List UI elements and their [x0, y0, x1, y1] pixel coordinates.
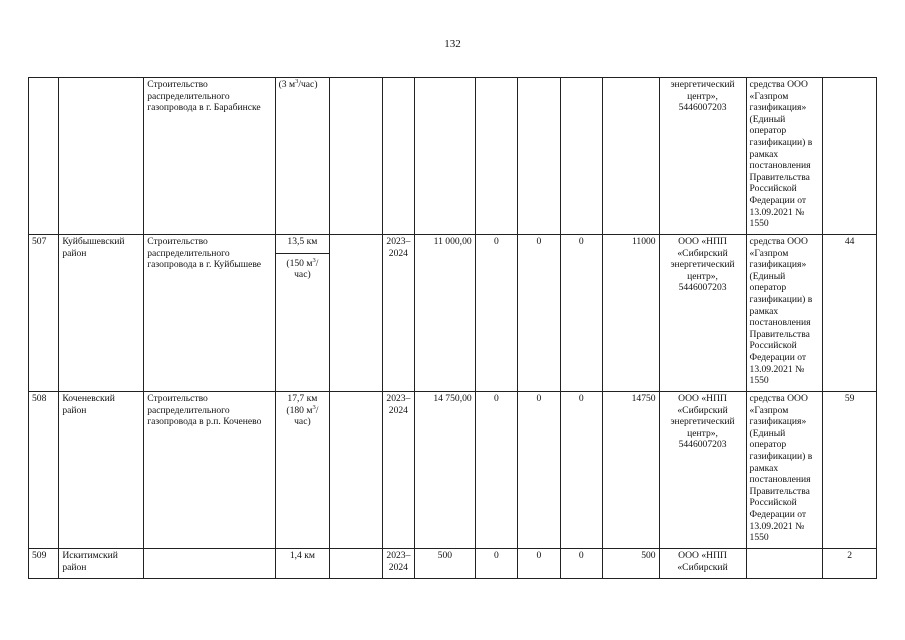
table-row: [29, 392, 877, 549]
cell-district: Куйбышевский район: [59, 235, 144, 392]
cell-value-2: 0: [518, 392, 560, 549]
table-row: [29, 235, 877, 392]
length-value: 13,5 км: [287, 236, 318, 247]
cell-spec: [275, 235, 330, 392]
cell-spec: [275, 392, 330, 549]
cell-spec: 1,4 км: [275, 549, 330, 579]
cell-value-4: 500: [603, 549, 660, 579]
cell-executor: ООО «НПП «Сибирский энергетический центр», 5446007203: [659, 235, 746, 392]
cell-total: 11 000,00: [415, 235, 476, 392]
cell-period: 2023–2024: [382, 549, 414, 579]
cell-value-4: 11000: [603, 235, 660, 392]
cell-num: 507: [29, 235, 59, 392]
cell-last: 44: [823, 235, 877, 392]
cell-last: 2: [823, 549, 877, 579]
capacity-pre: (180 м: [286, 404, 313, 416]
cell-empty: [475, 78, 517, 235]
table-row: [29, 78, 877, 235]
capacity-post: /час): [294, 404, 319, 428]
cell-empty: [330, 78, 383, 235]
capacity-pre: (3 м: [278, 79, 296, 90]
cell-last: [823, 78, 877, 235]
cell-executor: ООО «НПП «Сибирский: [659, 549, 746, 579]
cell-num: [29, 78, 59, 235]
cell-empty: [330, 549, 383, 579]
cell-district: Искитимский район: [59, 549, 144, 579]
capacity-sup: 3: [295, 77, 299, 85]
cell-empty: [603, 78, 660, 235]
page-number: 132: [444, 38, 461, 50]
cell-value-3: 0: [560, 549, 602, 579]
cell-period: 2023–2024: [382, 235, 414, 392]
capacity-sup: 3: [312, 403, 316, 411]
cell-source: средства ООО «Газпром газификация» (Единый оператор газификации) в рамках постановления Правительства Российской Федерации от 13.09.2021 № 1550: [746, 392, 823, 549]
cell-value-3: 0: [560, 235, 602, 392]
cell-value-2: 0: [518, 549, 560, 579]
cell-last: 59: [823, 392, 877, 549]
cell-total: 14 750,00: [415, 392, 476, 549]
cell-empty: [330, 392, 383, 549]
cell-period: 2023–2024: [382, 392, 414, 549]
cell-total: 500: [415, 549, 476, 579]
cell-empty: [560, 78, 602, 235]
cell-object: [144, 549, 275, 579]
cell-executor: ООО «НПП «Сибирский энергетический центр», 5446007203: [659, 392, 746, 549]
cell-empty: [382, 78, 414, 235]
cell-value-1: 0: [475, 392, 517, 549]
capacity-post: /час): [298, 79, 318, 90]
cell-value-2: 0: [518, 235, 560, 392]
cell-value-1: 0: [475, 235, 517, 392]
cell-source: средства ООО «Газпром газификация» (Единый оператор газификации) в рамках постановления Правительства Российской Федерации от 13.09.2021 № 1550: [746, 235, 823, 392]
length-value: 17,7 км: [287, 393, 318, 404]
cell-empty: [330, 235, 383, 392]
cell-district: Коченевский район: [59, 392, 144, 549]
cell-value-1: 0: [475, 549, 517, 579]
cell-district: [59, 78, 144, 235]
cell-num: 508: [29, 392, 59, 549]
cell-source: средства ООО «Газпром газификация» (Единый оператор газификации) в рамках постановления Правительства Российской Федерации от 13.09.2021 № 1550: [746, 78, 823, 235]
capacity-sup: 3: [312, 256, 316, 264]
cell-num: 509: [29, 549, 59, 579]
cell-value-4: 14750: [603, 392, 660, 549]
capacity-post: /час): [294, 257, 319, 281]
cell-empty: [518, 78, 560, 235]
cell-source: [746, 549, 823, 579]
cell-spec: [275, 78, 330, 235]
cell-empty: [415, 78, 476, 235]
capacity-pre: (150 м: [286, 257, 313, 269]
cell-executor: энергетический центр», 5446007203: [659, 78, 746, 235]
cell-object: Строительство распределительного газопровода в г. Барабинске: [144, 78, 275, 235]
capacity-value: [279, 258, 327, 281]
cell-object: Строительство распределительного газопровода в г. Куйбышеве: [144, 235, 275, 392]
capacity-value: [279, 405, 327, 428]
cell-object: Строительство распределительного газопровода в р.п. Коченево: [144, 392, 275, 549]
investment-program-table: [28, 77, 877, 579]
table-row: [29, 549, 877, 579]
spec-divider: [276, 253, 330, 254]
cell-value-3: 0: [560, 392, 602, 549]
